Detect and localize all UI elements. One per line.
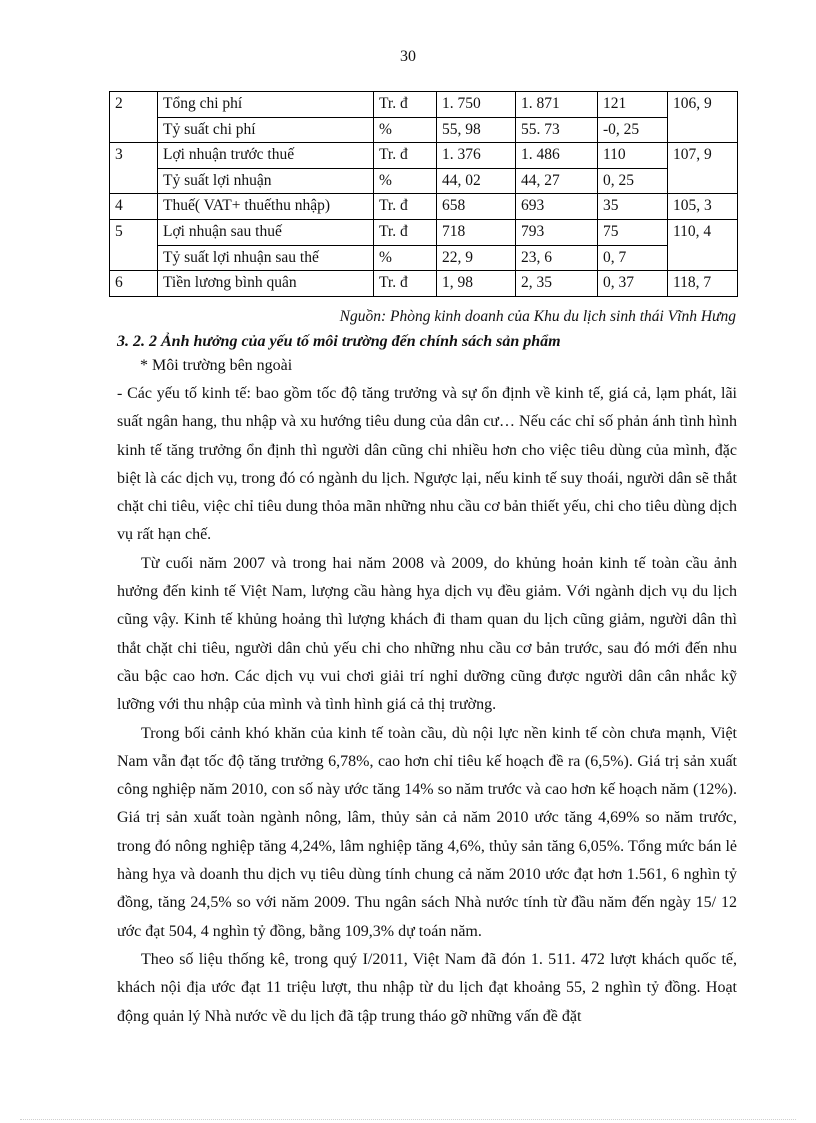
year1-value: 22, 9: [437, 245, 516, 271]
row-number: 6: [110, 271, 158, 297]
table-row: [110, 92, 738, 118]
item-name: Tỷ suất chi phí: [158, 117, 374, 143]
difference: -0, 25: [598, 117, 668, 143]
year1-value: 1. 376: [437, 143, 516, 169]
table-row: [110, 219, 738, 245]
unit: Tr. đ: [374, 194, 437, 220]
year1-value: 44, 02: [437, 168, 516, 194]
year2-value: 44, 27: [516, 168, 598, 194]
percent: [668, 168, 738, 194]
difference: 0, 25: [598, 168, 668, 194]
item-name: Lợi nhuận sau thuế: [158, 219, 374, 245]
year2-value: 793: [516, 219, 598, 245]
percent: 110, 4: [668, 219, 738, 245]
item-name: Tỷ suất lợi nhuận sau thế: [158, 245, 374, 271]
year2-value: 1. 871: [516, 92, 598, 118]
year1-value: 1. 750: [437, 92, 516, 118]
item-name: Thuế( VAT+ thuếthu nhập): [158, 194, 374, 220]
unit: %: [374, 245, 437, 271]
table-row: [110, 271, 738, 297]
item-name: Tổng chi phí: [158, 92, 374, 118]
unit: %: [374, 117, 437, 143]
table-row: [110, 143, 738, 169]
year2-value: 2, 35: [516, 271, 598, 297]
year1-value: 718: [437, 219, 516, 245]
business-results-table: [109, 91, 738, 297]
unit: %: [374, 168, 437, 194]
subheading: * Môi trường bên ngoài: [140, 357, 293, 374]
body-text: [117, 380, 737, 1031]
unit: Tr. đ: [374, 271, 437, 297]
percent: [668, 117, 738, 143]
row-number: 5: [110, 219, 158, 245]
percent: 106, 9: [668, 92, 738, 118]
percent: [668, 245, 738, 271]
year2-value: 55. 73: [516, 117, 598, 143]
section-heading: 3. 2. 2 Ảnh hưởng của yếu tố môi trường đến chính sách sản phẩm: [117, 333, 561, 350]
table-row: [110, 245, 738, 271]
year1-value: 55, 98: [437, 117, 516, 143]
difference: 121: [598, 92, 668, 118]
unit: Tr. đ: [374, 143, 437, 169]
row-number: 4: [110, 194, 158, 220]
paragraph-tourism-stats: Theo số liệu thống kê, trong quý I/2011, Việt Nam đã đón 1. 511. 472 lượt khách quốc tế, khách nội địa ước đạt 11 triệu lượt, thu nhập từ du lịch đạt khoảng 55, 2 nghìn tỷ đồng. Hoạt động quản lý Nhà nước về du lịch đã tập trung tháo gỡ những vấn đề đặt: [117, 950, 737, 1025]
item-name: Lợi nhuận trước thuế: [158, 143, 374, 169]
row-number: [110, 168, 158, 194]
difference: 0, 7: [598, 245, 668, 271]
percent: 105, 3: [668, 194, 738, 220]
table-row: [110, 117, 738, 143]
item-name: Tiền lương bình quân: [158, 271, 374, 297]
percent: 118, 7: [668, 271, 738, 297]
difference: 35: [598, 194, 668, 220]
paragraph-economic-factors: - Các yếu tố kinh tế: bao gồm tốc độ tăng trưởng và sự ổn định về kinh tế, giá cả, lạm phát, lãi suất ngân hang, thu nhập và xu hướng tiêu dung của dân cư… Nếu các chỉ số phản ánh tình hình kinh tế tăng trưởng ổn định thì người dân cũng chi nhiều hơn cho việc tiêu dùng của mình, đặc biệt là các dịch vụ, trong đó có ngành du lịch. Ngược lại, nếu kinh tế suy thoái, người dân sẽ thắt chặt chi tiêu, việc chỉ tiêu dung thỏa mãn những nhu cầu cơ bản thiết yếu, chi cho tiêu dùng dịch vụ rất hạn chế.: [117, 385, 737, 544]
difference: 0, 37: [598, 271, 668, 297]
page-bottom-divider: [20, 1119, 796, 1120]
row-number: 2: [110, 92, 158, 118]
year2-value: 1. 486: [516, 143, 598, 169]
paragraph-crisis-impact: Từ cuối năm 2007 và trong hai năm 2008 và 2009, do khủng hoản kinh tế toàn cầu ảnh hưởng đến kinh tế Việt Nam, lượng cầu hàng hỵa dịch vụ đều giảm. Với ngành dịch vụ du lịch cũng vậy. Kinh tế khủng hoảng thì lượng khách đi tham quan du lịch cũng giảm, người dân thì thắt chặt chi tiêu, người dân chủ yếu chi cho những nhu cầu cơ bản trước, sau đó mới đến nhu cầu bậc cao hơn. Các dịch vụ vui chơi giải trí nghỉ dưỡng cũng được người dân cân nhắc kỹ lưỡng với thu nhập của mình và tình hình giá cả thị trường.: [117, 554, 737, 714]
item-name: Tỷ suất lợi nhuận: [158, 168, 374, 194]
percent: 107, 9: [668, 143, 738, 169]
unit: Tr. đ: [374, 219, 437, 245]
year1-value: 658: [437, 194, 516, 220]
row-number: [110, 245, 158, 271]
paragraph-growth-context: Trong bối cảnh khó khăn của kinh tế toàn cầu, dù nội lực nền kinh tế còn chưa mạnh, Việt Nam vẫn đạt tốc độ tăng trưởng 6,78%, cao hơn chỉ tiêu kế hoạch đề ra (6,5%). Giá trị sản xuất công nghiệp năm 2010, con số này ước tăng 14% so năm trước và cao hơn kế hoạch năm (12%). Giá trị sản xuất toàn ngành nông, lâm, thủy sản cả năm 2010 ước tăng 4,69% so năm trước, trong đó nông nghiệp tăng 4,24%, lâm nghiệp tăng 4,6%, thủy sản tăng 6,05%. Tổng mức bán lẻ hàng hỵa và doanh thu dịch vụ tiêu dùng tính chung cả năm 2010 ước đạt hơn 1.561, 6 nghìn tỷ đồng, tăng 24,5% so với năm 2009. Thu ngân sách Nhà nước tính từ đầu năm đến ngày 15/ 12 ước đạt 504, 4 nghìn tỷ đồng, bằng 109,3% dự toán năm.: [117, 724, 737, 940]
difference: 75: [598, 219, 668, 245]
row-number: [110, 117, 158, 143]
row-number: 3: [110, 143, 158, 169]
table-row: [110, 194, 738, 220]
year1-value: 1, 98: [437, 271, 516, 297]
table-source-note: Nguồn: Phòng kinh doanh của Khu du lịch sinh thái Vĩnh Hưng: [339, 308, 736, 325]
page-number: 30: [400, 48, 416, 65]
table-row: [110, 168, 738, 194]
year2-value: 23, 6: [516, 245, 598, 271]
unit: Tr. đ: [374, 92, 437, 118]
difference: 110: [598, 143, 668, 169]
year2-value: 693: [516, 194, 598, 220]
